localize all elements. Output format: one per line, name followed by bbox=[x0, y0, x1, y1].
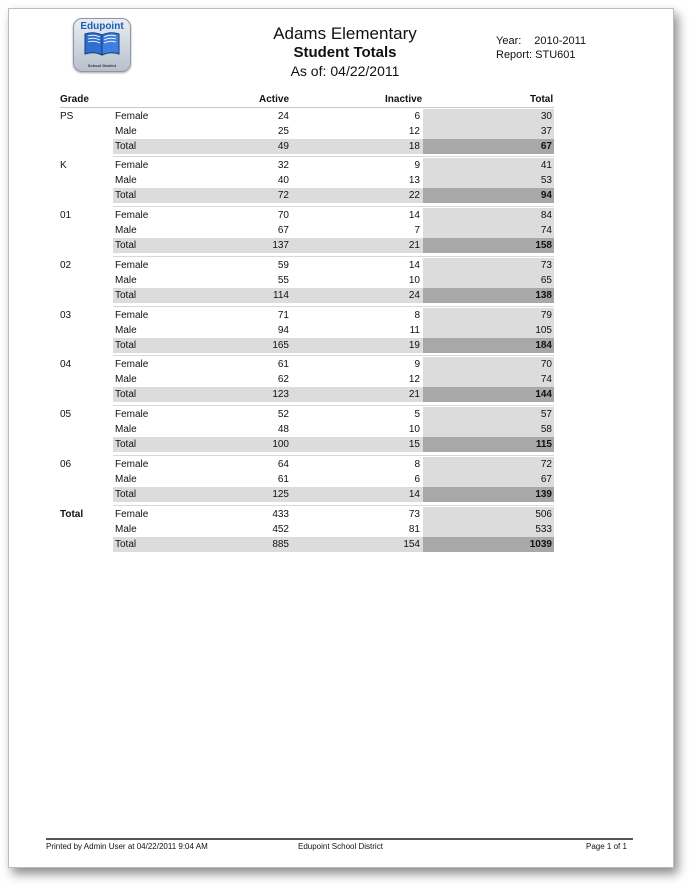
total-cell bbox=[423, 357, 554, 372]
row-label: Male bbox=[115, 474, 137, 485]
total-value: 94 bbox=[540, 190, 552, 201]
inactive-cell: 10 bbox=[408, 424, 420, 435]
total-value: 144 bbox=[535, 389, 552, 400]
total-row bbox=[0, 437, 700, 452]
table-row bbox=[0, 273, 700, 288]
inactive-cell: 13 bbox=[408, 175, 420, 186]
total-row bbox=[0, 139, 700, 154]
table-row bbox=[0, 158, 700, 173]
total-cell bbox=[423, 273, 554, 288]
total-value: 58 bbox=[540, 424, 552, 435]
logo-subtext: School District bbox=[87, 63, 117, 68]
row-label: Female bbox=[115, 160, 149, 171]
printed-by: Printed by Admin User at 04/22/2011 9:04 AM bbox=[46, 842, 208, 851]
table-row bbox=[0, 323, 700, 338]
row-label: Female bbox=[115, 409, 149, 420]
total-cell bbox=[423, 338, 554, 353]
table-row bbox=[0, 223, 700, 238]
active-cell: 64 bbox=[277, 459, 289, 470]
total-cell bbox=[423, 472, 554, 487]
grade-group bbox=[0, 407, 700, 452]
total-row bbox=[0, 238, 700, 253]
total-row bbox=[0, 288, 700, 303]
row-label: Total bbox=[115, 439, 137, 450]
active-cell: 61 bbox=[277, 359, 289, 370]
footer-divider bbox=[46, 838, 633, 840]
group-divider bbox=[113, 455, 554, 456]
active-cell: 55 bbox=[277, 275, 289, 286]
total-value: 139 bbox=[535, 489, 552, 500]
total-cell bbox=[423, 158, 554, 173]
active-cell: 100 bbox=[272, 439, 289, 450]
table-row bbox=[0, 208, 700, 223]
book-icon bbox=[83, 31, 121, 57]
row-label: Total bbox=[115, 290, 137, 301]
row-label: Female bbox=[115, 509, 149, 520]
group-divider bbox=[113, 405, 554, 406]
inactive-cell: 14 bbox=[408, 260, 420, 271]
row-label: Female bbox=[115, 359, 149, 370]
grade-group bbox=[0, 258, 700, 303]
row-label: Female bbox=[115, 111, 149, 122]
total-value: 79 bbox=[540, 310, 552, 321]
active-cell: 71 bbox=[277, 310, 289, 321]
total-cell bbox=[423, 457, 554, 472]
grade-group bbox=[0, 208, 700, 253]
active-cell: 94 bbox=[277, 325, 289, 336]
inactive-cell: 8 bbox=[414, 310, 420, 321]
active-cell: 48 bbox=[277, 424, 289, 435]
active-cell: 52 bbox=[277, 409, 289, 420]
report-label: Report: bbox=[496, 49, 533, 61]
total-value: 158 bbox=[535, 240, 552, 251]
total-value: 53 bbox=[540, 175, 552, 186]
table-row bbox=[0, 507, 700, 522]
group-divider bbox=[113, 355, 554, 356]
total-value: 184 bbox=[535, 340, 552, 351]
inactive-cell: 9 bbox=[414, 160, 420, 171]
total-row bbox=[0, 487, 700, 502]
total-cell bbox=[423, 258, 554, 273]
inactive-cell: 15 bbox=[408, 439, 420, 450]
total-cell bbox=[423, 109, 554, 124]
year-info bbox=[496, 35, 586, 47]
table-row bbox=[0, 407, 700, 422]
table-row bbox=[0, 124, 700, 139]
total-cell bbox=[423, 223, 554, 238]
total-value: 115 bbox=[535, 439, 552, 450]
total-value: 57 bbox=[540, 409, 552, 420]
total-row bbox=[0, 537, 700, 552]
report-title: Student Totals bbox=[293, 44, 397, 61]
total-cell bbox=[423, 308, 554, 323]
year-label: Year: bbox=[496, 35, 522, 47]
row-label: Male bbox=[115, 126, 137, 137]
total-cell bbox=[423, 323, 554, 338]
total-value: 67 bbox=[540, 474, 552, 485]
table-row bbox=[0, 258, 700, 273]
report-value: STU601 bbox=[535, 49, 576, 61]
inactive-cell: 19 bbox=[408, 340, 420, 351]
total-cell bbox=[423, 437, 554, 452]
inactive-cell: 8 bbox=[414, 459, 420, 470]
group-divider bbox=[113, 156, 554, 157]
row-label: Total bbox=[115, 190, 137, 201]
row-label: Total bbox=[115, 389, 137, 400]
group-divider bbox=[113, 206, 554, 207]
as-of-value: 04/22/2011 bbox=[330, 63, 400, 79]
table-row bbox=[0, 457, 700, 472]
row-label: Male bbox=[115, 275, 137, 286]
row-label: Male bbox=[115, 175, 137, 186]
inactive-cell: 22 bbox=[408, 190, 420, 201]
inactive-cell: 9 bbox=[414, 359, 420, 370]
grade-label: Total bbox=[60, 509, 84, 520]
total-cell bbox=[423, 537, 554, 552]
inactive-cell: 12 bbox=[408, 374, 420, 385]
grade-group bbox=[0, 109, 700, 154]
total-value: 74 bbox=[540, 225, 552, 236]
total-value: 74 bbox=[540, 374, 552, 385]
total-row bbox=[0, 387, 700, 402]
column-header-grade: Grade bbox=[60, 94, 89, 105]
row-label: Total bbox=[115, 141, 137, 152]
total-row bbox=[0, 338, 700, 353]
total-cell bbox=[423, 487, 554, 502]
total-row bbox=[0, 188, 700, 203]
active-cell: 59 bbox=[277, 260, 289, 271]
active-cell: 67 bbox=[277, 225, 289, 236]
active-cell: 433 bbox=[272, 509, 289, 520]
row-label: Male bbox=[115, 524, 137, 535]
total-cell bbox=[423, 124, 554, 139]
group-divider bbox=[113, 306, 554, 307]
total-value: 30 bbox=[540, 111, 552, 122]
active-cell: 62 bbox=[277, 374, 289, 385]
as-of-date bbox=[245, 63, 445, 79]
total-value: 533 bbox=[535, 524, 552, 535]
active-cell: 32 bbox=[277, 160, 289, 171]
inactive-cell: 24 bbox=[408, 290, 420, 301]
total-value: 41 bbox=[540, 160, 552, 171]
row-label: Male bbox=[115, 374, 137, 385]
total-value: 67 bbox=[540, 141, 552, 152]
grade-label: PS bbox=[60, 111, 74, 122]
column-header-total: Total bbox=[530, 94, 554, 105]
table-row bbox=[0, 109, 700, 124]
active-cell: 123 bbox=[272, 389, 289, 400]
inactive-cell: 21 bbox=[408, 389, 420, 400]
inactive-cell: 73 bbox=[408, 509, 420, 520]
active-cell: 452 bbox=[272, 524, 289, 535]
column-header-inactive: Inactive bbox=[385, 94, 423, 105]
inactive-cell: 5 bbox=[414, 409, 420, 420]
group-divider bbox=[113, 505, 554, 506]
total-cell bbox=[423, 507, 554, 522]
grade-label: K bbox=[60, 160, 67, 171]
inactive-cell: 6 bbox=[414, 111, 420, 122]
row-label: Male bbox=[115, 325, 137, 336]
grade-label: 05 bbox=[60, 409, 72, 420]
page-number: Page 1 of 1 bbox=[586, 842, 627, 851]
row-label: Female bbox=[115, 260, 149, 271]
total-cell bbox=[423, 522, 554, 537]
inactive-cell: 14 bbox=[408, 489, 420, 500]
row-label: Total bbox=[115, 240, 137, 251]
inactive-cell: 10 bbox=[408, 275, 420, 286]
inactive-cell: 11 bbox=[409, 325, 420, 336]
table-row bbox=[0, 173, 700, 188]
inactive-cell: 12 bbox=[408, 126, 420, 137]
grade-label: 01 bbox=[60, 210, 72, 221]
total-value: 84 bbox=[540, 210, 552, 221]
active-cell: 72 bbox=[277, 190, 289, 201]
header-divider bbox=[60, 107, 554, 108]
total-cell bbox=[423, 372, 554, 387]
grade-group bbox=[0, 357, 700, 402]
active-cell: 24 bbox=[277, 111, 289, 122]
row-label: Female bbox=[115, 310, 149, 321]
total-value: 70 bbox=[540, 359, 552, 370]
total-cell bbox=[423, 173, 554, 188]
table-row bbox=[0, 422, 700, 437]
grade-label: 04 bbox=[60, 359, 72, 370]
inactive-cell: 81 bbox=[408, 524, 420, 535]
row-label: Female bbox=[115, 210, 149, 221]
total-value: 73 bbox=[540, 260, 552, 271]
table-row bbox=[0, 372, 700, 387]
row-label: Female bbox=[115, 459, 149, 470]
footer-district: Edupoint School District bbox=[298, 842, 383, 851]
grade-label: 03 bbox=[60, 310, 72, 321]
logo-text: Edupoint bbox=[80, 21, 124, 32]
total-value: 105 bbox=[535, 325, 552, 336]
report-info bbox=[496, 49, 576, 61]
total-value: 72 bbox=[540, 459, 552, 470]
active-cell: 49 bbox=[277, 141, 289, 152]
row-label: Male bbox=[115, 225, 137, 236]
active-cell: 125 bbox=[272, 489, 289, 500]
grade-label: 06 bbox=[60, 459, 72, 470]
total-value: 506 bbox=[535, 509, 552, 520]
active-cell: 40 bbox=[277, 175, 289, 186]
total-cell bbox=[423, 208, 554, 223]
grade-group bbox=[0, 507, 700, 552]
total-value: 37 bbox=[540, 126, 552, 137]
row-label: Male bbox=[115, 424, 137, 435]
grade-label: 02 bbox=[60, 260, 72, 271]
row-label: Total bbox=[115, 489, 137, 500]
inactive-cell: 14 bbox=[408, 210, 420, 221]
active-cell: 165 bbox=[272, 340, 289, 351]
table-row bbox=[0, 357, 700, 372]
column-header-active: Active bbox=[259, 94, 290, 105]
active-cell: 114 bbox=[273, 290, 289, 301]
total-cell bbox=[423, 422, 554, 437]
grade-group bbox=[0, 158, 700, 203]
row-label: Total bbox=[115, 340, 137, 351]
total-cell bbox=[423, 188, 554, 203]
as-of-label: As of: bbox=[290, 63, 327, 79]
active-cell: 137 bbox=[272, 240, 289, 251]
grade-group bbox=[0, 457, 700, 502]
total-value: 138 bbox=[535, 290, 552, 301]
inactive-cell: 7 bbox=[414, 225, 420, 236]
total-value: 65 bbox=[540, 275, 552, 286]
inactive-cell: 154 bbox=[403, 539, 420, 550]
table-row bbox=[0, 308, 700, 323]
inactive-cell: 21 bbox=[408, 240, 420, 251]
school-name: Adams Elementary bbox=[273, 24, 417, 43]
total-cell bbox=[423, 387, 554, 402]
active-cell: 25 bbox=[277, 126, 289, 137]
year-value: 2010-2011 bbox=[534, 35, 587, 47]
total-value: 1039 bbox=[529, 539, 552, 550]
table-row bbox=[0, 522, 700, 537]
active-cell: 70 bbox=[277, 210, 289, 221]
group-divider bbox=[113, 256, 554, 257]
total-cell bbox=[423, 407, 554, 422]
table-row bbox=[0, 472, 700, 487]
total-cell bbox=[423, 238, 554, 253]
total-cell bbox=[423, 139, 554, 154]
active-cell: 61 bbox=[277, 474, 289, 485]
inactive-cell: 6 bbox=[414, 474, 420, 485]
edupoint-logo bbox=[73, 18, 131, 72]
active-cell: 885 bbox=[272, 539, 289, 550]
grade-group bbox=[0, 308, 700, 353]
row-label: Total bbox=[115, 539, 137, 550]
inactive-cell: 18 bbox=[408, 141, 420, 152]
total-cell bbox=[423, 288, 554, 303]
